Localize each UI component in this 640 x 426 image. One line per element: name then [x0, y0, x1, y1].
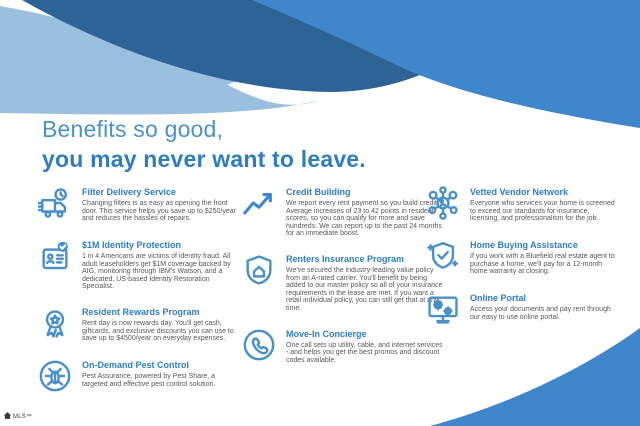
- benefit-description: Changing filters is as easy as opening the front door. This service helps you save up to $250/year and reduces the hassles of repairs.: [82, 200, 236, 223]
- benefits-column-left: [36, 186, 244, 397]
- benefit-item: [36, 306, 244, 344]
- benefit-item: [36, 359, 244, 397]
- pest-bug-icon: [36, 359, 74, 397]
- benefit-title: Vetted Vendor Network: [470, 187, 569, 197]
- mls-watermark: [3, 411, 32, 420]
- page-title: [42, 116, 366, 173]
- phone-circle-icon: [240, 328, 278, 366]
- benefit-item: [424, 186, 629, 224]
- benefit-item: [240, 253, 445, 313]
- benefit-item: [240, 328, 445, 366]
- benefit-item: [424, 292, 629, 330]
- benefit-description: Everyone who services your home is screened to exceed our standards for insurance, licensing, and professionalism for the job.: [470, 200, 615, 223]
- award-ribbon-icon: [36, 306, 74, 344]
- corner-wave-decoration: [430, 326, 640, 426]
- house-logo-icon: [3, 411, 12, 420]
- delivery-truck-clock-icon: [36, 186, 74, 224]
- benefit-description: Pest Assurance, powered by Pest Share, a targeted and effective pest control solution.: [82, 372, 216, 388]
- chart-up-arrow-icon: [240, 186, 278, 224]
- benefit-title: Renters Insurance Program: [286, 253, 405, 264]
- mls-watermark-text: MLS™: [13, 414, 33, 420]
- benefits-column-right: [424, 186, 629, 330]
- title-line-2: you may never want to leave.: [42, 146, 366, 172]
- benefit-description: We've secured the industry-leading value policy from an A-rated carrier. You'll benefit by being added to our master policy so all of your insurance requirements in the lease are met. If you want a retail individual policy, you can still get that at any time.: [286, 266, 443, 312]
- id-card-check-icon: [36, 239, 74, 277]
- benefit-title: Resident Rewards Program: [82, 306, 200, 317]
- benefit-item: [240, 186, 445, 238]
- benefit-description: 1 in 4 Americans are victims of identity fraud. All adult leaseholders get $1M coverage backed by AIG, monitoring through IBM's Watson, and a dedicated, US-based Identity Restoration Specialist.: [82, 253, 231, 291]
- benefit-item: [424, 239, 629, 277]
- benefit-title: Credit Building: [286, 187, 351, 197]
- benefit-title: Home Buying Assistance: [470, 240, 578, 250]
- benefit-title: Online Portal: [470, 293, 527, 303]
- benefits-column-middle: [240, 186, 445, 366]
- benefit-title: $1M Identity Protection: [82, 240, 182, 250]
- title-line-1: Benefits so good,: [42, 116, 224, 142]
- benefit-description: We report every rent payment so you build credit. Average increases of 23 to 42 points in resident scores, so you can qualify for more and save hundreds. We can report up to the past 24 months for an immediate boost.: [286, 200, 442, 238]
- benefit-item: [36, 186, 244, 224]
- shield-home-icon: [240, 253, 278, 291]
- benefit-description: Rent day is now rewards day. You'll get cash, giftcards, and exclusive discounts you can use to save up to $4500/year on everyday expenses.: [82, 319, 234, 343]
- shield-check-sparkle-icon: [424, 239, 462, 277]
- vendor-network-icon: [424, 186, 462, 224]
- benefit-item: [36, 239, 244, 291]
- benefit-title: On-Demand Pest Control: [82, 359, 190, 370]
- monitor-gears-icon: [424, 292, 462, 330]
- benefit-description: If you work with a Bluefield real estate agent to purchase a home, we'll pay for a 12-month home warranty at closing.: [470, 253, 615, 276]
- benefit-description: One call sets up utility, cable, and internet services - and helps you get the best promos and discount codes available.: [286, 341, 443, 364]
- benefit-description: Access your documents and pay rent through our easy to use online portal.: [470, 306, 611, 321]
- benefit-title: Move-In Concierge: [286, 328, 367, 339]
- benefit-title: Filter Delivery Service: [82, 187, 177, 197]
